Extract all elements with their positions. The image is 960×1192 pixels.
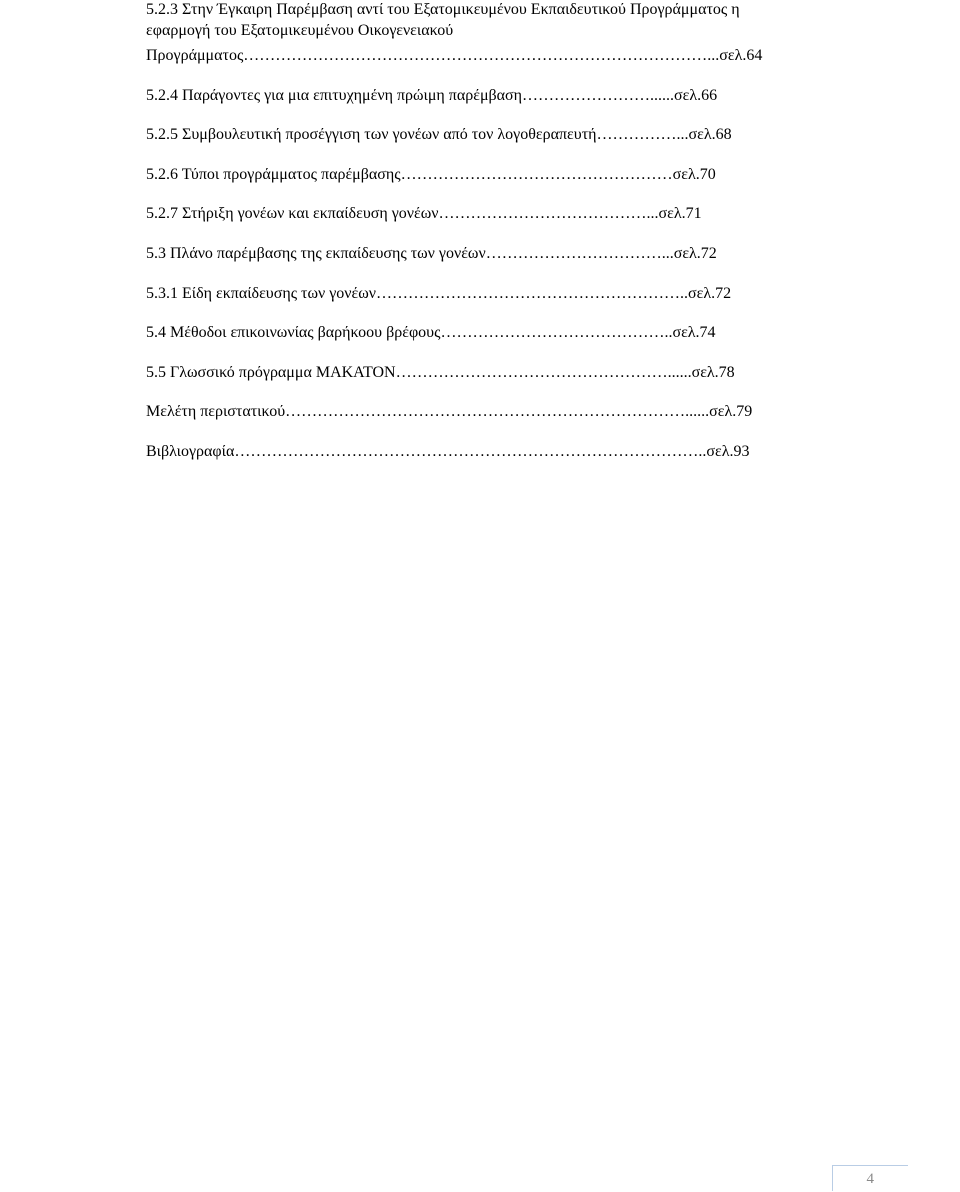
page-number: 4 (866, 1171, 874, 1187)
toc-entry: 5.3.1 Είδη εκπαίδευσης των γονέων…………………………………………………..σελ.72 (146, 285, 732, 302)
toc-entry: 5.3 Πλάνο παρέμβασης της εκπαίδευσης των γονέων……………………………...σελ.72 (146, 245, 717, 262)
toc-entry: Μελέτη περιστατικού…………………………………………………………………......σελ.79 (146, 403, 753, 420)
page-number-box (832, 1165, 908, 1191)
toc-entry: 5.5 Γλωσσικό πρόγραμμα ΜΑΚΑΤΟΝ……………………………………………......σελ.78 (146, 364, 735, 381)
toc-entry: Βιβλιογραφία……………………………………………………………………………..σελ.93 (146, 443, 750, 460)
toc-entry: 5.4 Μέθοδοι επικοινωνίας βαρήκοου βρέφους……………………………………..σελ.74 (146, 324, 716, 341)
toc-entry: εφαρμογή του Εξατομικευμένου Οικογενειακού (146, 22, 454, 39)
toc-entry: 5.2.6 Τύποι προγράμματος παρέμβασης……………………………………………σελ.70 (146, 166, 716, 183)
toc-entry: Προγράμματος……………………………………………………………………………...σελ.64 (146, 47, 763, 64)
toc-entry: 5.2.7 Στήριξη γονέων και εκπαίδευση γονέων…………………………………...σελ.71 (146, 205, 702, 222)
toc-entry: 5.2.4 Παράγοντες για μια επιτυχημένη πρώιμη παρέμβαση……………………......σελ.66 (146, 87, 718, 104)
toc-entry: 5.2.5 Συμβουλευτική προσέγγιση των γονέων από τον λογοθεραπευτή……………...σελ.68 (146, 126, 732, 143)
toc-entry: 5.2.3 Στην Έγκαιρη Παρέμβαση αντί του Εξατομικευμένου Εκπαιδευτικού Προγράμματος η (146, 1, 740, 18)
